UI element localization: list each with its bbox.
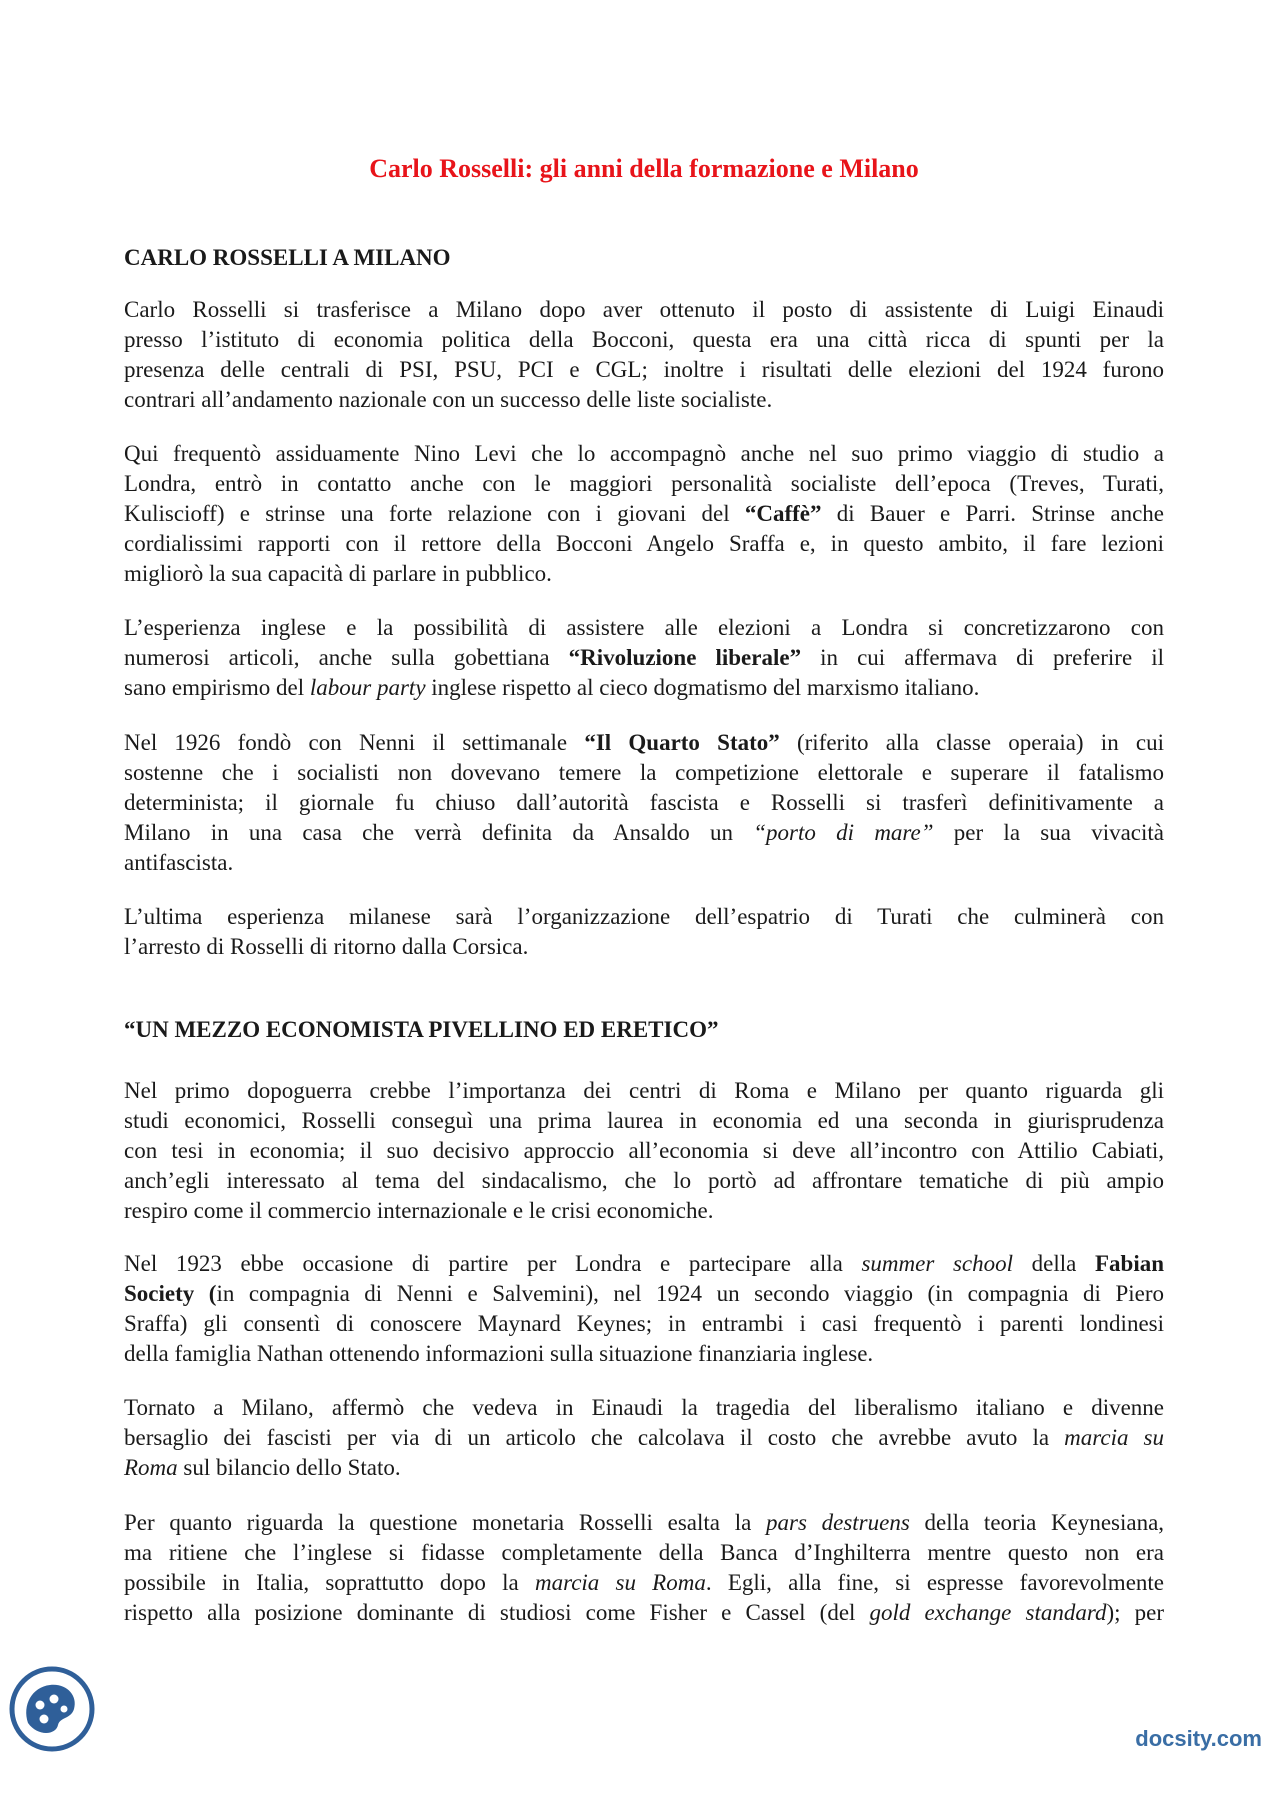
text-line: studi economici, Rosselli conseguì una prima laurea in economia ed una seconda in giurisprudenza (124, 1108, 1164, 1133)
text-run: numerosi articoli, anche sulla gobettiana (124, 645, 550, 670)
text-run: . Egli, alla fine, si espresse favorevolmente (705, 1570, 1164, 1595)
text-line: sostenne che i socialisti non dovevano temere la competizione elettorale e superare il fatalismo (124, 760, 1164, 785)
text-line: L’esperienza inglese e la possibilità di assistere alle elezioni a Londra si concretizzarono con (124, 615, 1164, 640)
text-run: sul bilancio dello Stato. (183, 1455, 401, 1480)
bold-run: “Rivoluzione liberale” (568, 645, 802, 670)
paragraph (124, 295, 1164, 415)
text-line: Sraffa) gli consentì di conoscere Maynard Keynes; in entrambi i casi frequentò i parenti londinesi (124, 1311, 1164, 1336)
italic-run: marcia su (1064, 1425, 1165, 1450)
text-run: in compagnia di Nenni e Salvemini), nel 1924 un secondo viaggio (in compagnia di Piero (216, 1281, 1164, 1306)
section-heading: CARLO ROSSELLI A MILANO (124, 245, 451, 270)
text-line: della famiglia Nathan ottenendo informazioni sulla situazione finanziaria inglese. (124, 1341, 874, 1366)
text-line (124, 1423, 1164, 1453)
paragraph (124, 613, 1164, 703)
text-line: migliorò la sua capacità di parlare in pubblico. (124, 561, 552, 586)
text-run: rispetto alla posizione dominante di studiosi come Fisher e Cassel (del (124, 1600, 856, 1625)
text-line (124, 728, 1164, 758)
text-line: anch’egli interessato al tema del sindacalismo, che lo portò ad affrontare tematiche di più ampio (124, 1168, 1164, 1193)
bold-run: Fabian (1094, 1251, 1165, 1276)
italic-run: marcia su Roma (534, 1570, 706, 1595)
text-line: contrari all’andamento nazionale con un successo delle liste socialiste. (124, 387, 773, 412)
bold-run: “Il Quarto Stato” (584, 730, 780, 755)
text-run: Nel 1923 ebbe occasione di partire per Londra e partecipare alla (124, 1251, 843, 1276)
text-line (124, 673, 1164, 703)
text-run: ); per (1106, 1600, 1164, 1625)
paragraph (124, 902, 1164, 962)
paragraph (124, 1393, 1164, 1483)
text-line (124, 1279, 1164, 1309)
text-run: in cui affermava di preferire il (820, 645, 1165, 670)
text-run: bersaglio dei fascisti per via di un articolo che calcolava il costo che avrebbe avuto la (124, 1425, 1050, 1450)
text-line (124, 643, 1164, 673)
text-run: di Bauer e Parri. Strinse anche (836, 501, 1164, 526)
text-run: possibile in Italia, soprattutto dopo la (124, 1570, 519, 1595)
text-run: della (1031, 1251, 1077, 1276)
text-line (124, 1598, 1164, 1628)
bold-run: “Caffè” (744, 501, 822, 526)
italic-run: pars destruens (766, 1510, 910, 1535)
docsity-logo-svg (8, 1665, 96, 1753)
text-line: ma ritiene che l’inglese si fidasse completamente della Banca d’Inghilterra mentre questo non era (124, 1540, 1164, 1565)
text-run: Nel 1926 fondò con Nenni il settimanale (124, 730, 568, 755)
paragraph (124, 1076, 1164, 1226)
italic-run: “porto di mare” (753, 820, 934, 845)
italic-run: Roma (124, 1455, 178, 1480)
text-line (124, 1508, 1164, 1538)
text-line: presenza delle centrali di PSI, PSU, PCI e CGL; inoltre i risultati delle elezioni del 1924 furono (124, 357, 1164, 382)
italic-run: labour party (309, 675, 426, 700)
bold-run: Society ( (124, 1281, 217, 1306)
docsity-logo-icon[interactable] (8, 1665, 96, 1753)
text-run: della teoria Keynesiana, (924, 1510, 1165, 1535)
text-line: presso l’istituto di economia politica della Bocconi, questa era una città ricca di spunti per la (124, 327, 1164, 352)
text-line: l’arresto di Rosselli di ritorno dalla Corsica. (124, 934, 529, 959)
docsity-brand[interactable]: docsity.com (1135, 1726, 1262, 1751)
italic-run: gold exchange standard (869, 1600, 1107, 1625)
text-line: determinista; il giornale fu chiuso dall’autorità fascista e Rosselli si trasferì definitivamente a (124, 790, 1164, 815)
text-line (124, 818, 1164, 848)
text-line: Londra, entrò in contatto anche con le maggiori personalità socialiste dell’epoca (Treves, Turati, (124, 471, 1164, 496)
text-run: Per quanto riguarda la questione monetaria Rosselli esalta la (124, 1510, 752, 1535)
text-line: antifascista. (124, 850, 234, 875)
text-run: per la sua vivacità (953, 820, 1165, 845)
text-line (124, 1568, 1164, 1598)
text-run: (riferito alla classe operaia) in cui (796, 730, 1165, 755)
text-line (124, 1249, 1164, 1279)
italic-run: summer school (861, 1251, 1013, 1276)
text-line: con tesi in economia; il suo decisivo approccio all’economia si deve all’incontro con Attilio Cabiati, (124, 1138, 1164, 1163)
text-line: Qui frequentò assiduamente Nino Levi che lo accompagnò anche nel suo primo viaggio di studio a (124, 441, 1164, 466)
document-title: Carlo Rosselli: gli anni della formazione e Milano (369, 154, 919, 183)
text-run: Milano in una casa che verrà definita da Ansaldo un (124, 820, 733, 845)
text-line: L’ultima esperienza milanese sarà l’organizzazione dell’espatrio di Turati che culminerà con (124, 904, 1164, 929)
text-run: inglese rispetto al cieco dogmatismo del marxismo italiano. (431, 675, 980, 700)
paragraph (124, 1508, 1164, 1628)
text-run: sano empirismo del (124, 675, 305, 700)
text-line: respiro come il commercio internazionale e le crisi economiche. (124, 1198, 714, 1223)
text-line (124, 499, 1164, 529)
paragraph (124, 439, 1164, 589)
section-heading: “UN MEZZO ECONOMISTA PIVELLINO ED ERETICO” (124, 1017, 719, 1042)
paragraph (124, 1249, 1164, 1369)
text-line: Carlo Rosselli si trasferisce a Milano dopo aver ottenuto il posto di assistente di Luigi Einaudi (124, 297, 1164, 322)
text-line: Nel primo dopoguerra crebbe l’importanza dei centri di Roma e Milano per quanto riguarda gli (124, 1078, 1164, 1103)
paragraph (124, 728, 1164, 878)
text-line: Tornato a Milano, affermò che vedeva in Einaudi la tragedia del liberalismo italiano e divenne (124, 1395, 1164, 1420)
text-line (124, 1453, 1164, 1483)
text-line: cordialissimi rapporti con il rettore della Bocconi Angelo Sraffa e, in questo ambito, il fare lezioni (124, 531, 1164, 556)
text-run: Kuliscioff) e strinse una forte relazione con i giovani del (124, 501, 730, 526)
